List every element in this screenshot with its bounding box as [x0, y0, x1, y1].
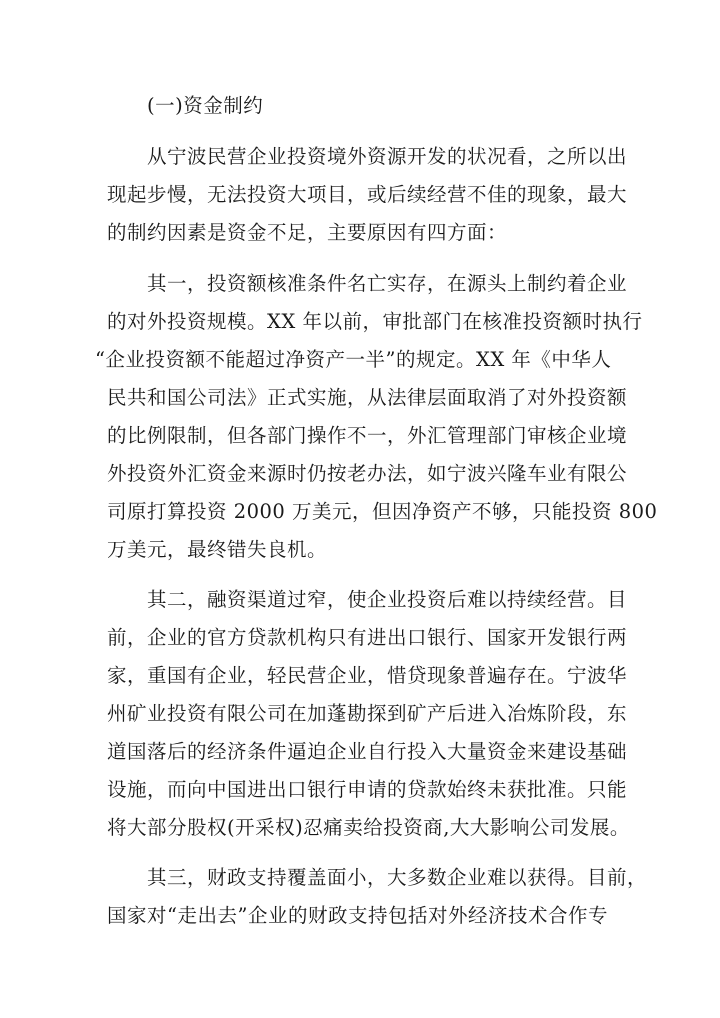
paragraph-2-line-3: “企业投资额不能超过净资产一半”的规定。XX 年《中华人 — [95, 348, 612, 371]
paragraph-1-line-3: 的制约因素是资金不足，主要原因有四方面： — [107, 221, 508, 244]
paragraph-2-line-4: 民共和国公司法》正式实施，从法律层面取消了对外投资额 — [107, 386, 628, 409]
paragraph-4-line-2: 国家对“走出去”企业的财政支持包括对外经济技术合作专 — [107, 904, 608, 927]
paragraph-3-line-3: 家，重国有企业，轻民营企业，惜贷现象普遍存在。宁波华 — [107, 664, 628, 687]
paragraph-3-line-5: 道国落后的经济条件逼迫企业自行投入大量资金来建设基础 — [107, 740, 628, 763]
paragraph-2-line-1: 其一，投资额核准条件名亡实存，在源头上制约着企业 — [147, 272, 628, 295]
paragraph-1-line-1: 从宁波民营企业投资境外资源开发的状况看，之所以出 — [147, 145, 628, 168]
paragraph-2-line-5: 的比例限制，但各部门操作不一，外汇管理部门审核企业境 — [107, 424, 628, 447]
paragraph-1-line-2: 现起步慢，无法投资大项目，或后续经营不佳的现象，最大 — [107, 183, 628, 206]
paragraph-3-line-4: 州矿业投资有限公司在加蓬勘探到矿产后进入冶炼阶段，东 — [107, 702, 628, 725]
paragraph-3-line-6: 设施，而向中国进出口银行申请的贷款始终未获批准。只能 — [107, 778, 628, 801]
paragraph-2-line-6: 外投资外汇资金来源时仍按老办法，如宁波兴隆车业有限公 — [107, 462, 628, 485]
paragraph-3-line-1: 其二，融资渠道过窄，使企业投资后难以持续经营。目 — [147, 588, 628, 611]
paragraph-2-line-8: 万美元，最终错失良机。 — [107, 538, 328, 561]
section-heading: (一)资金制约 — [147, 94, 264, 117]
paragraph-3-line-7: 将大部分股权(开采权)忍痛卖给投资商,大大影响公司发展。 — [107, 816, 630, 839]
paragraph-3-line-2: 前，企业的官方贷款机构只有进出口银行、国家开发银行两 — [107, 626, 628, 649]
paragraph-4-line-1: 其三，财政支持覆盖面小，大多数企业难以获得。目前， — [147, 866, 648, 889]
paragraph-2-line-2: 的对外投资规模。XX 年以前，审批部门在核准投资额时执行 — [107, 310, 643, 333]
paragraph-2-line-7: 司原打算投资 2000 万美元，但因净资产不够，只能投资 800 — [107, 500, 658, 523]
